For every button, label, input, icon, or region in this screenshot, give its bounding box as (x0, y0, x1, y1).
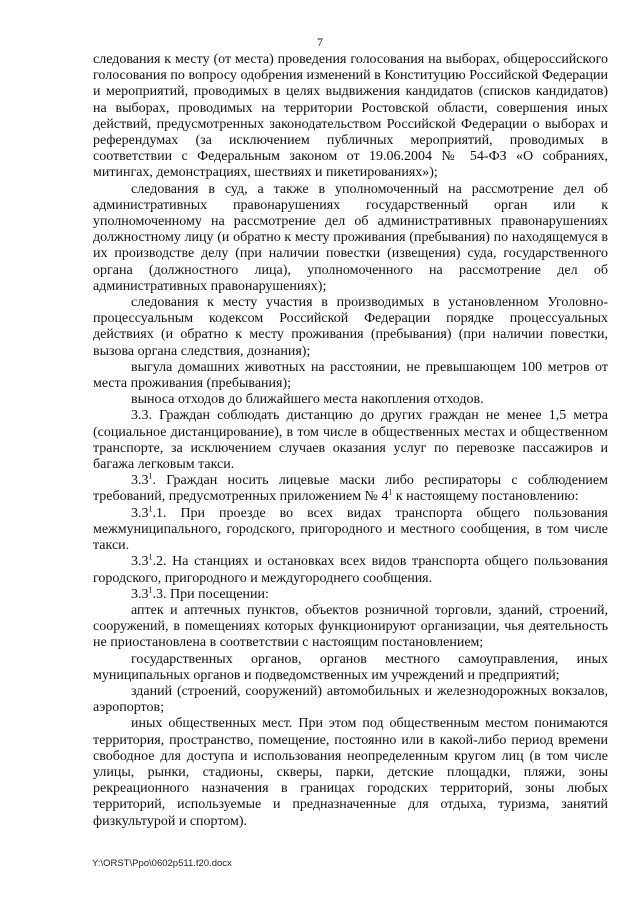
superscript: 1 (148, 504, 153, 514)
paragraph (93, 506, 608, 555)
paragraph: следования в суд, а также в уполномоченный на рассмотрение дел об административных правонарушениях государственный орган или к уполномоченному на рассмотрение дел об административных правонарушениях должностному лицу (и обратно к месту проживания (пребывания) по находящемуся в их производстве делу (при наличии повестки (извещения) суда, государственного органа (должностного лица), уполномоченного на рассмотрение дел об административных правонарушениях); (93, 181, 608, 294)
paragraph: следования к месту участия в производимых в установленном Уголовно-процессуальным кодексом Российской Федерации порядке процессуальных действиях (и обратно к месту проживания (пребывания) (при наличии повестки, вызова органа следствия, дознания); (93, 295, 608, 359)
paragraph-text: к настоящему постановлению: (392, 489, 579, 505)
paragraph-text: .3. При посещении: (152, 586, 269, 602)
paragraph-text: .2. На станциях и остановках всех видов транспорта общего пользования городского, пригородного и междугороднего сообщения. (93, 554, 608, 586)
paragraph: выноса отходов до ближайшего места накопления отходов. (131, 392, 484, 408)
paragraph: следования к месту (от места) проведения голосования на выборах, общероссийского голосования по вопросу одобрения изменений в Конституцию Российской Федерации и мероприятий, проводимых в целях выдвижения кандидатов (списков кандидатов) на выборах, проводимых на территории Ростовской области, совершения иных действий, предусмотренных законодательством Российской Федерации о выборах и референдумах (за исключением публичных мероприятий, проводимых в соответствии с Федеральным законом от 19.06.2004 № 54-ФЗ «О собраниях, митингах, демонстрациях, шествиях и пикетированиях»); (93, 52, 608, 181)
page-number: 7 (317, 35, 323, 49)
clause-number: 3.3 (131, 505, 149, 521)
paragraph (93, 473, 608, 505)
clause-number: 3.3 (131, 473, 149, 489)
clause-number: 3.3 (131, 586, 149, 602)
file-path-footer: Y:\ORST\Ppo\0602p511.f20.docx (92, 858, 232, 869)
superscript: 1 (148, 471, 153, 481)
paragraph: государственных органов, органов местного самоуправления, иных муниципальных органов и подведомственных им учреждений и предприятий; (93, 651, 608, 683)
paragraph-text: . Граждан носить лицевые маски либо респираторы с соблюдением требований, предусмотренных приложением № 4 (93, 473, 608, 505)
paragraph: 3.3. Граждан соблюдать дистанцию до других граждан не менее 1,5 метра (социальное дистанцирование), в том числе в общественных местах и общественном транспорте, за исключением случаев оказания услуг по перевозке пассажиров и багажа легковым такси. (93, 408, 608, 473)
superscript: 1 (148, 585, 153, 595)
paragraph: аптек и аптечных пунктов, объектов розничной торговли, зданий, строений, сооружений, в помещениях которых функционируют организации, чья деятельность не приостановлена в соответствии с настоящим постановлением; (93, 602, 608, 651)
paragraph: выгула домашних животных на расстоянии, не превышающем 100 метров от места проживания (пребывания); (93, 359, 608, 392)
paragraph: зданий (строений, сооружений) автомобильных и железнодорожных вокзалов, аэропортов; (93, 683, 608, 716)
superscript: 1 (388, 487, 393, 497)
paragraph: иных общественных мест. При этом под общественным местом понимаются территория, пространство, помещение, постоянно или в какой-либо период времени свободное для доступа и использования неопределенным кругом лиц (в том числе улицы, рынки, стадионы, скверы, парки, детские площадки, пляжи, зоны рекреационного назначения в границах городских территорий, зоны любых территорий, используемые и предназначенные для отдыха, туризма, занятий физкультурой и спортом). (93, 716, 608, 829)
paragraph (93, 554, 608, 586)
superscript: 1 (148, 552, 153, 562)
paragraph (93, 587, 608, 603)
clause-number: 3.3 (131, 554, 149, 570)
paragraph-text: .1. При проезде во всех видах транспорта общего пользования межмуниципального, городского, пригородного и местного сообщения, в том числе такси. (93, 505, 608, 554)
document-body (93, 52, 608, 830)
